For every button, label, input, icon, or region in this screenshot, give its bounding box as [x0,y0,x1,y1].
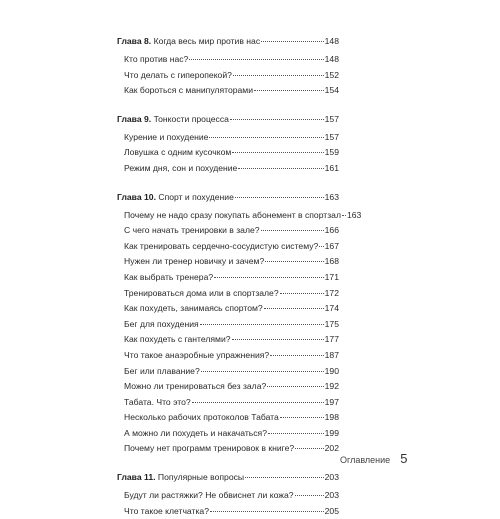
entry-title: Можно ли тренироваться без зала? [124,381,267,392]
chapter-page: 203 [324,472,339,483]
entry-title: Что такое анаэробные упражнения? [124,349,270,360]
entry-title: Несколько рабочих протоколов Табата [124,412,279,423]
toc-entry [124,488,339,504]
toc-entry [124,52,339,68]
page-footer [340,451,407,466]
toc-entry [124,317,339,333]
entry-page: 167 [324,240,339,251]
toc-entry [124,301,339,317]
entry-title: Что такое клетчатка? [124,505,209,516]
entry-page: 174 [324,303,339,314]
entry-title: Кто против нас? [124,54,189,64]
chapter-label: Глава 9. [117,113,152,124]
entry-page: 198 [324,412,339,423]
entry-page: 152 [324,69,339,80]
entry-title: Почему нет программ тренировок в книге? [124,443,295,454]
entry-page: 192 [324,381,339,392]
entry-page: 203 [324,490,339,501]
toc-entry [124,504,339,519]
entry-title: А можно ли похудеть и накачаться? [124,427,267,438]
entry-page: 166 [324,225,339,236]
chapter-title: Популярные вопросы [157,472,245,483]
dot-leader [232,339,324,340]
chapter-heading [117,190,339,205]
entry-title: Бег для похудения [124,318,199,329]
entry-page: 205 [324,505,339,516]
dot-leader [214,277,324,278]
toc-entry [124,254,339,270]
chapter-page: 148 [324,36,339,46]
toc-entry [124,208,362,224]
toc-entry [124,379,339,395]
entry-page: 168 [324,256,339,267]
entry-page: 159 [324,147,339,158]
entry-title: Почему не надо сразу покупать абонемент в спортзал [124,209,341,220]
toc-entry [124,395,339,411]
entry-title: С чего начать тренировки в зале? [124,225,260,236]
dot-leader [280,293,324,294]
toc-entry [124,286,339,302]
entry-page: 157 [324,131,339,142]
dot-leader [233,75,324,76]
dot-leader [295,448,324,449]
dot-leader [264,308,324,309]
chapter-heading [117,34,339,49]
entry-title: Как выбрать тренера? [124,271,214,282]
chapter-title: Когда весь мир против нас [153,36,261,46]
chapter-title: Спорт и похудение [158,191,234,202]
dot-leader [210,511,324,512]
table-of-contents [117,34,362,519]
entry-title: Режим дня, сон и похудение [124,162,238,173]
dot-leader [209,137,323,138]
entry-title: Как бороться с манипуляторами [124,85,253,96]
entry-page: 187 [324,349,339,360]
toc-entry [124,348,339,364]
toc-entry [124,441,339,457]
entry-page: 172 [324,287,339,298]
chapter-block [117,34,339,99]
toc-entry [124,161,339,177]
toc-entry [124,410,339,426]
dot-leader [235,197,324,198]
toc-entry [124,239,339,255]
chapter-label: Глава 11. [117,472,156,483]
entry-page: 154 [324,85,339,96]
dot-leader [261,41,324,42]
entry-title: Что делать с гиперопекой? [124,69,232,80]
page-number: 5 [400,451,408,466]
entry-title: Как тренировать сердечно-сосудистую систему? [124,240,319,251]
dot-leader [270,355,323,356]
dot-leader [280,417,324,418]
dot-leader [267,386,323,387]
dot-leader [189,59,323,60]
toc-entry [124,223,339,239]
toc-entry [124,270,339,286]
entry-title: Табата. Что это? [124,396,191,407]
entry-title: Как похудеть, занимаясь спортом? [124,303,263,314]
entry-page: 148 [324,54,339,64]
entry-page: 199 [324,427,339,438]
dot-leader [238,168,323,169]
dot-leader [295,495,324,496]
chapter-heading [117,112,339,127]
dot-leader [268,433,324,434]
dot-leader [192,402,324,403]
toc-entry [124,130,339,146]
dot-leader [254,90,324,91]
toc-entry [124,83,339,99]
chapter-block [117,470,339,519]
chapter-page: 157 [324,113,339,124]
toc-entry [124,364,339,380]
entry-title: Бег или плавание? [124,365,200,376]
entry-title: Ловушка с одним кусочком [124,147,232,158]
entry-title: Будут ли растяжки? Не обвиснет ли кожа? [124,490,294,501]
chapter-heading [117,470,339,485]
dot-leader [245,477,324,478]
entry-page: 202 [324,443,339,454]
dot-leader [201,371,324,372]
dot-leader [261,230,324,231]
entry-title: Как похудеть с гантелями? [124,334,231,345]
chapter-label: Глава 10. [117,191,156,202]
entry-title: Нужен ли тренер новичку и зачем? [124,256,265,267]
entry-title: Тренироваться дома или в спортзале? [124,287,279,298]
entry-page: 197 [324,396,339,407]
chapter-label: Глава 8. [117,36,152,46]
chapter-page: 163 [324,191,339,202]
footer-section-title: Оглавление [340,455,391,465]
toc-entry [124,332,339,348]
dot-leader [319,246,323,247]
entry-title: Курение и похудение [124,131,209,142]
toc-entry [124,68,339,84]
chapter-title: Тонкости процесса [153,113,229,124]
entry-page: 171 [324,271,339,282]
chapter-block [117,190,362,458]
entry-page: 175 [324,318,339,329]
entry-page: 177 [324,334,339,345]
dot-leader [342,215,346,216]
dot-leader [265,261,323,262]
entry-page: 161 [324,162,339,173]
entry-page: 190 [324,365,339,376]
toc-entry [124,145,339,161]
chapter-block [117,112,339,177]
toc-entry [124,426,339,442]
dot-leader [230,119,324,120]
dot-leader [200,324,324,325]
entry-page: 163 [346,209,362,220]
dot-leader [232,152,323,153]
